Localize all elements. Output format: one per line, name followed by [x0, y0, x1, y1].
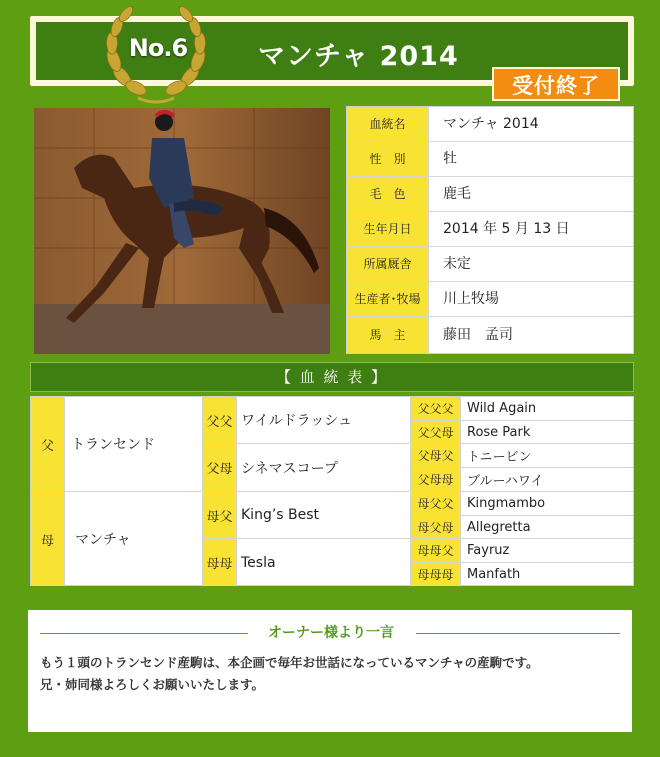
profile-label: 性 別	[347, 142, 429, 176]
gen3-name: ブルーハワイ	[461, 468, 633, 492]
sire-name: トランセンド	[65, 397, 203, 492]
horse-photo	[34, 108, 330, 354]
gen2-name: シネマスコープ	[237, 444, 411, 492]
gen3-label: 父母母	[411, 468, 461, 492]
gen2-label: 父母	[203, 444, 237, 492]
status-badge: 受付終了	[492, 67, 620, 101]
owner-message-heading: オーナー様より一言	[268, 625, 394, 641]
horse-photo-illustration	[34, 108, 330, 354]
gen3-name: トニービン	[461, 444, 633, 468]
gen2-label: 母母	[203, 539, 237, 586]
divider	[416, 633, 620, 634]
gen2-label: 父父	[203, 397, 237, 444]
gen3-name: Kingmambo	[461, 492, 633, 516]
owner-message-box	[28, 610, 632, 732]
profile-table	[346, 106, 634, 354]
profile-value: 2014 年 5 月 13 日	[443, 221, 570, 237]
profile-value: 藤田 孟司	[443, 327, 513, 343]
profile-row-birthdate	[347, 212, 633, 247]
page-title: マンチャ 2014	[258, 41, 459, 72]
profile-value: 川上牧場	[443, 291, 499, 307]
divider	[40, 633, 248, 634]
gen3-name: Allegretta	[461, 516, 633, 539]
gen3-label: 母母父	[411, 539, 461, 563]
gen2-label: 母父	[203, 492, 237, 539]
gen3-name: Manfath	[467, 567, 521, 582]
profile-value: 鹿毛	[443, 186, 471, 202]
gen2-name: Tesla	[237, 539, 411, 586]
gen3-label: 母父母	[411, 516, 461, 539]
gen2-name: ワイルドラッシュ	[237, 397, 411, 444]
owner-message-line: 兄・姉同様よろしくお願いいたします。	[40, 677, 265, 692]
gen3-label: 母母母	[411, 563, 461, 586]
profile-row-stable	[347, 247, 633, 282]
profile-value: 未定	[443, 256, 471, 272]
sire-label: 父	[31, 397, 65, 492]
profile-label: 馬 主	[347, 317, 429, 353]
profile-label: 生産者･牧場	[347, 282, 429, 316]
gen3-name: Fayruz	[461, 539, 633, 563]
gen3-label: 父母父	[411, 444, 461, 468]
profile-label: 生年月日	[347, 212, 429, 246]
profile-row-color	[347, 177, 633, 212]
owner-message-line: もう１頭のトランセンド産駒は、本企画で毎年お世話になっているマンチャの産駒です。	[40, 655, 539, 670]
profile-label: 血統名	[347, 107, 429, 141]
pedigree-title: 【 血 統 表 】	[30, 362, 634, 392]
profile-value: マンチャ 2014	[443, 116, 539, 132]
profile-row-sex	[347, 142, 633, 177]
profile-row-breeder	[347, 282, 633, 317]
profile-label: 毛 色	[347, 177, 429, 211]
gen3-label: 父父母	[411, 421, 461, 444]
profile-value: 牡	[443, 151, 457, 167]
entry-number: No.6	[128, 34, 188, 62]
dam-name: マンチャ	[65, 492, 203, 586]
profile-row-owner	[347, 317, 633, 353]
gen3-name: Wild Again	[461, 397, 633, 421]
gen3-label: 母父父	[411, 492, 461, 516]
owner-message-body	[40, 652, 624, 696]
pedigree-table	[30, 396, 634, 586]
profile-label: 所属厩舎	[347, 247, 429, 281]
gen3-label: 父父父	[411, 397, 461, 421]
dam-label: 母	[31, 492, 65, 586]
gen2-name: King’s Best	[237, 492, 411, 539]
gen3-name: Rose Park	[461, 421, 633, 444]
profile-row-name	[347, 107, 633, 142]
